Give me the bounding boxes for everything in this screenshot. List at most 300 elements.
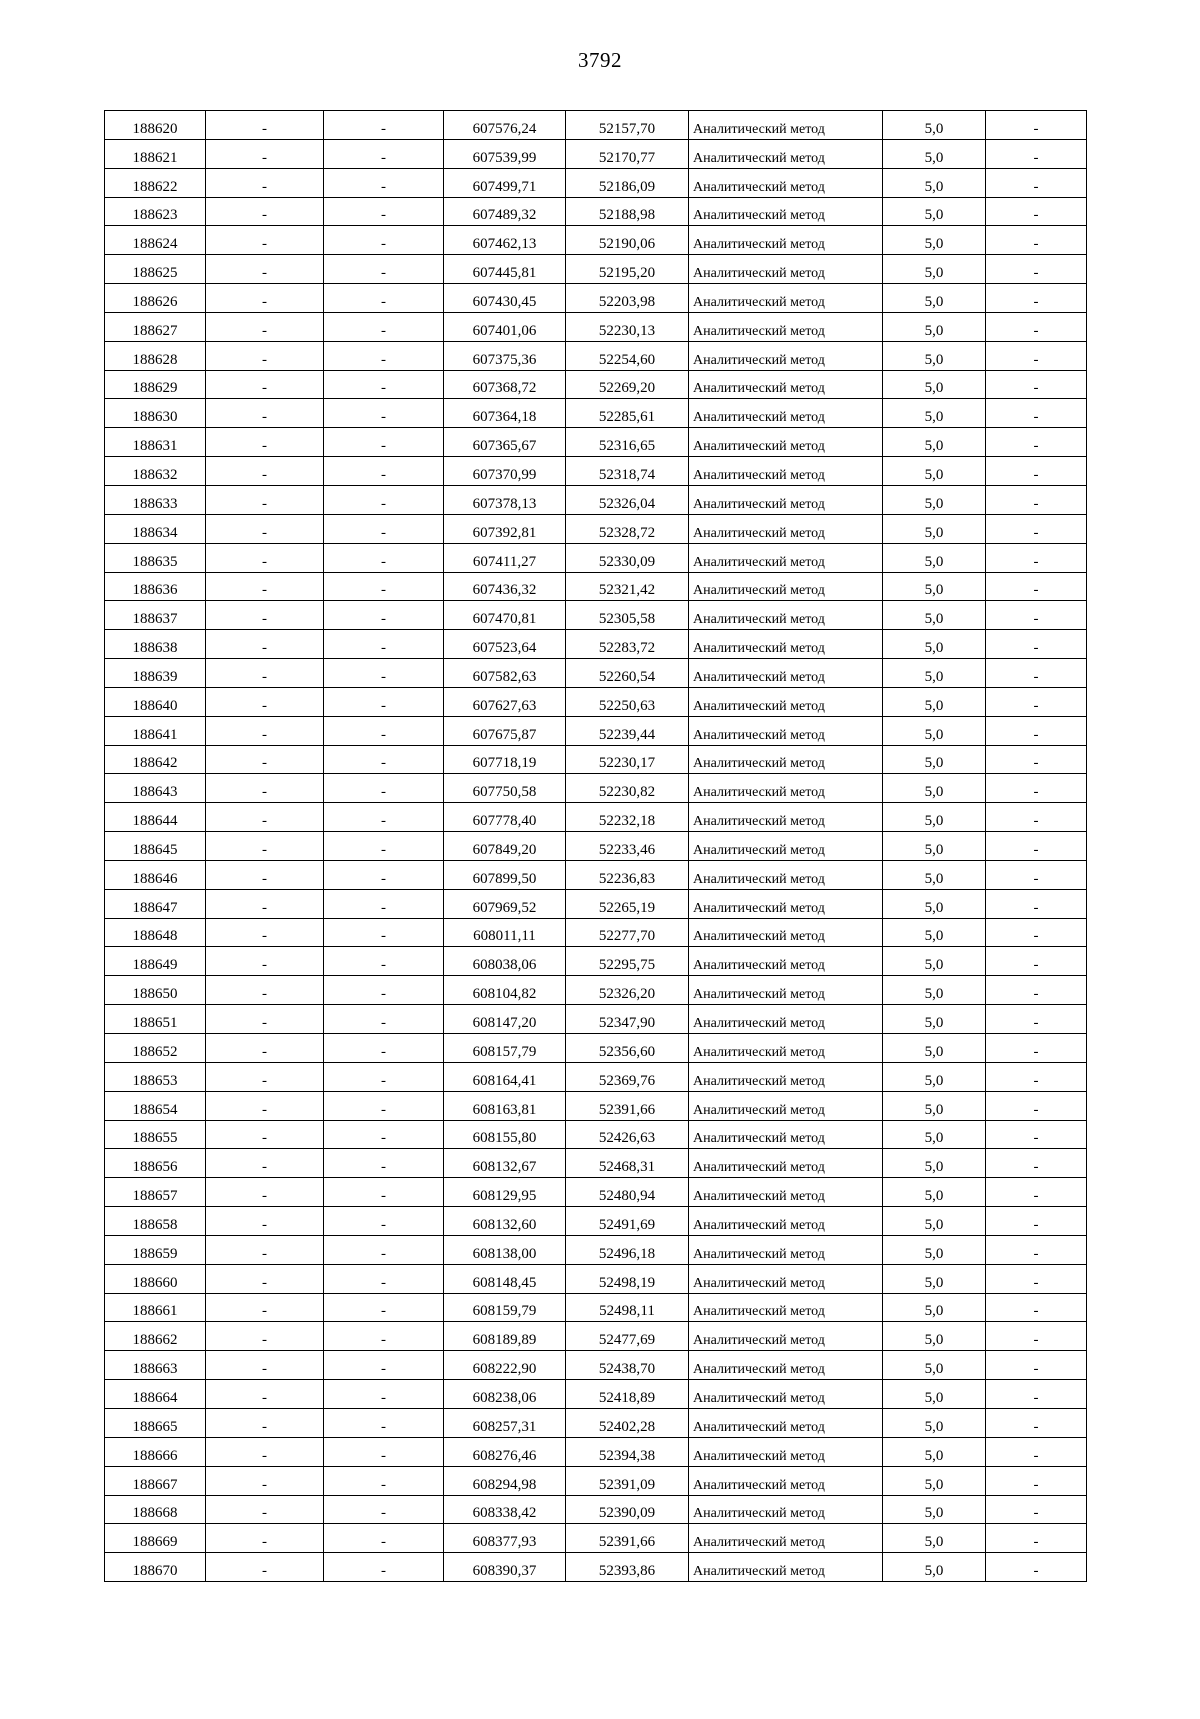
point-number-cell: 188649 <box>105 947 206 976</box>
empty-col-2-cell: - <box>206 745 324 774</box>
table-row <box>105 1408 1087 1437</box>
empty-col-2-cell: - <box>206 1062 324 1091</box>
accuracy-cell: 5,0 <box>883 514 986 543</box>
y-coordinate-cell: 52233,46 <box>566 832 689 861</box>
x-coordinate-cell: 608377,93 <box>444 1524 566 1553</box>
method-cell: Аналитический метод <box>689 687 883 716</box>
method-cell: Аналитический метод <box>689 832 883 861</box>
point-number-cell: 188652 <box>105 1034 206 1063</box>
table-row <box>105 745 1087 774</box>
table-row <box>105 1207 1087 1236</box>
accuracy-cell: 5,0 <box>883 976 986 1005</box>
empty-col-8-cell: - <box>986 976 1087 1005</box>
empty-col-3-cell: - <box>324 284 444 313</box>
empty-col-3-cell: - <box>324 312 444 341</box>
empty-col-8-cell: - <box>986 255 1087 284</box>
table-row <box>105 1293 1087 1322</box>
empty-col-2-cell: - <box>206 1524 324 1553</box>
table-row <box>105 197 1087 226</box>
accuracy-cell: 5,0 <box>883 485 986 514</box>
empty-col-8-cell: - <box>986 1264 1087 1293</box>
empty-col-8-cell: - <box>986 284 1087 313</box>
accuracy-cell: 5,0 <box>883 1524 986 1553</box>
empty-col-2-cell: - <box>206 168 324 197</box>
coordinates-table <box>104 110 1087 1582</box>
x-coordinate-cell: 607411,27 <box>444 543 566 572</box>
x-coordinate-cell: 607969,52 <box>444 889 566 918</box>
table-row <box>105 370 1087 399</box>
x-coordinate-cell: 607375,36 <box>444 341 566 370</box>
point-number-cell: 188647 <box>105 889 206 918</box>
table-row <box>105 1091 1087 1120</box>
table-row <box>105 485 1087 514</box>
empty-col-8-cell: - <box>986 428 1087 457</box>
x-coordinate-cell: 607576,24 <box>444 111 566 140</box>
empty-col-2-cell: - <box>206 1207 324 1236</box>
accuracy-cell: 5,0 <box>883 168 986 197</box>
x-coordinate-cell: 608189,89 <box>444 1322 566 1351</box>
y-coordinate-cell: 52391,09 <box>566 1466 689 1495</box>
table-body <box>105 111 1087 1582</box>
table-row <box>105 1005 1087 1034</box>
y-coordinate-cell: 52326,04 <box>566 485 689 514</box>
accuracy-cell: 5,0 <box>883 1062 986 1091</box>
empty-col-8-cell: - <box>986 1322 1087 1351</box>
empty-col-2-cell: - <box>206 341 324 370</box>
empty-col-3-cell: - <box>324 601 444 630</box>
method-cell: Аналитический метод <box>689 1553 883 1582</box>
table-row <box>105 1235 1087 1264</box>
accuracy-cell: 5,0 <box>883 630 986 659</box>
x-coordinate-cell: 607365,67 <box>444 428 566 457</box>
point-number-cell: 188662 <box>105 1322 206 1351</box>
x-coordinate-cell: 608147,20 <box>444 1005 566 1034</box>
method-cell: Аналитический метод <box>689 1034 883 1063</box>
empty-col-8-cell: - <box>986 1293 1087 1322</box>
method-cell: Аналитический метод <box>689 111 883 140</box>
method-cell: Аналитический метод <box>689 947 883 976</box>
empty-col-3-cell: - <box>324 976 444 1005</box>
table-row <box>105 457 1087 486</box>
method-cell: Аналитический метод <box>689 543 883 572</box>
method-cell: Аналитический метод <box>689 976 883 1005</box>
empty-col-3-cell: - <box>324 457 444 486</box>
method-cell: Аналитический метод <box>689 774 883 803</box>
empty-col-3-cell: - <box>324 832 444 861</box>
y-coordinate-cell: 52328,72 <box>566 514 689 543</box>
table-row <box>105 1034 1087 1063</box>
method-cell: Аналитический метод <box>689 659 883 688</box>
empty-col-2-cell: - <box>206 1293 324 1322</box>
empty-col-3-cell: - <box>324 399 444 428</box>
empty-col-3-cell: - <box>324 370 444 399</box>
point-number-cell: 188639 <box>105 659 206 688</box>
empty-col-3-cell: - <box>324 1235 444 1264</box>
empty-col-2-cell: - <box>206 572 324 601</box>
point-number-cell: 188628 <box>105 341 206 370</box>
table-row <box>105 1495 1087 1524</box>
table-row <box>105 255 1087 284</box>
empty-col-2-cell: - <box>206 976 324 1005</box>
point-number-cell: 188642 <box>105 745 206 774</box>
empty-col-3-cell: - <box>324 630 444 659</box>
empty-col-2-cell: - <box>206 197 324 226</box>
point-number-cell: 188656 <box>105 1149 206 1178</box>
x-coordinate-cell: 607470,81 <box>444 601 566 630</box>
empty-col-8-cell: - <box>986 1235 1087 1264</box>
accuracy-cell: 5,0 <box>883 1351 986 1380</box>
method-cell: Аналитический метод <box>689 1437 883 1466</box>
accuracy-cell: 5,0 <box>883 745 986 774</box>
point-number-cell: 188661 <box>105 1293 206 1322</box>
empty-col-2-cell: - <box>206 832 324 861</box>
accuracy-cell: 5,0 <box>883 1380 986 1409</box>
empty-col-8-cell: - <box>986 947 1087 976</box>
empty-col-2-cell: - <box>206 226 324 255</box>
accuracy-cell: 5,0 <box>883 1091 986 1120</box>
table-row <box>105 1524 1087 1553</box>
table-row <box>105 1466 1087 1495</box>
empty-col-3-cell: - <box>324 745 444 774</box>
table-row <box>105 399 1087 428</box>
empty-col-3-cell: - <box>324 1524 444 1553</box>
accuracy-cell: 5,0 <box>883 1408 986 1437</box>
accuracy-cell: 5,0 <box>883 716 986 745</box>
point-number-cell: 188663 <box>105 1351 206 1380</box>
method-cell: Аналитический метод <box>689 370 883 399</box>
empty-col-2-cell: - <box>206 457 324 486</box>
x-coordinate-cell: 607582,63 <box>444 659 566 688</box>
accuracy-cell: 5,0 <box>883 659 986 688</box>
accuracy-cell: 5,0 <box>883 860 986 889</box>
empty-col-2-cell: - <box>206 630 324 659</box>
empty-col-3-cell: - <box>324 1351 444 1380</box>
method-cell: Аналитический метод <box>689 284 883 313</box>
table-row <box>105 168 1087 197</box>
y-coordinate-cell: 52230,13 <box>566 312 689 341</box>
x-coordinate-cell: 607750,58 <box>444 774 566 803</box>
y-coordinate-cell: 52230,82 <box>566 774 689 803</box>
empty-col-2-cell: - <box>206 139 324 168</box>
y-coordinate-cell: 52391,66 <box>566 1524 689 1553</box>
x-coordinate-cell: 607778,40 <box>444 803 566 832</box>
point-number-cell: 188625 <box>105 255 206 284</box>
empty-col-3-cell: - <box>324 774 444 803</box>
empty-col-3-cell: - <box>324 341 444 370</box>
empty-col-2-cell: - <box>206 1351 324 1380</box>
accuracy-cell: 5,0 <box>883 1005 986 1034</box>
empty-col-2-cell: - <box>206 687 324 716</box>
x-coordinate-cell: 607899,50 <box>444 860 566 889</box>
empty-col-3-cell: - <box>324 1380 444 1409</box>
x-coordinate-cell: 608148,45 <box>444 1264 566 1293</box>
method-cell: Аналитический метод <box>689 745 883 774</box>
empty-col-2-cell: - <box>206 1322 324 1351</box>
empty-col-8-cell: - <box>986 197 1087 226</box>
empty-col-2-cell: - <box>206 1178 324 1207</box>
empty-col-3-cell: - <box>324 572 444 601</box>
y-coordinate-cell: 52232,18 <box>566 803 689 832</box>
x-coordinate-cell: 608138,00 <box>444 1235 566 1264</box>
table-row <box>105 1351 1087 1380</box>
point-number-cell: 188670 <box>105 1553 206 1582</box>
x-coordinate-cell: 607392,81 <box>444 514 566 543</box>
empty-col-3-cell: - <box>324 1034 444 1063</box>
point-number-cell: 188641 <box>105 716 206 745</box>
table-row <box>105 312 1087 341</box>
point-number-cell: 188629 <box>105 370 206 399</box>
y-coordinate-cell: 52195,20 <box>566 255 689 284</box>
empty-col-3-cell: - <box>324 1178 444 1207</box>
empty-col-3-cell: - <box>324 889 444 918</box>
empty-col-3-cell: - <box>324 1437 444 1466</box>
y-coordinate-cell: 52285,61 <box>566 399 689 428</box>
y-coordinate-cell: 52250,63 <box>566 687 689 716</box>
y-coordinate-cell: 52316,65 <box>566 428 689 457</box>
y-coordinate-cell: 52356,60 <box>566 1034 689 1063</box>
accuracy-cell: 5,0 <box>883 687 986 716</box>
accuracy-cell: 5,0 <box>883 1149 986 1178</box>
empty-col-8-cell: - <box>986 745 1087 774</box>
x-coordinate-cell: 607489,32 <box>444 197 566 226</box>
empty-col-8-cell: - <box>986 168 1087 197</box>
point-number-cell: 188635 <box>105 543 206 572</box>
method-cell: Аналитический метод <box>689 1178 883 1207</box>
accuracy-cell: 5,0 <box>883 832 986 861</box>
accuracy-cell: 5,0 <box>883 255 986 284</box>
method-cell: Аналитический метод <box>689 312 883 341</box>
empty-col-2-cell: - <box>206 1408 324 1437</box>
point-number-cell: 188653 <box>105 1062 206 1091</box>
method-cell: Аналитический метод <box>689 1120 883 1149</box>
method-cell: Аналитический метод <box>689 803 883 832</box>
empty-col-3-cell: - <box>324 1553 444 1582</box>
table-row <box>105 630 1087 659</box>
point-number-cell: 188666 <box>105 1437 206 1466</box>
empty-col-8-cell: - <box>986 1207 1087 1236</box>
x-coordinate-cell: 607675,87 <box>444 716 566 745</box>
x-coordinate-cell: 607368,72 <box>444 370 566 399</box>
empty-col-8-cell: - <box>986 1408 1087 1437</box>
accuracy-cell: 5,0 <box>883 111 986 140</box>
page-number: 3792 <box>578 48 622 72</box>
empty-col-2-cell: - <box>206 1495 324 1524</box>
empty-col-2-cell: - <box>206 111 324 140</box>
empty-col-3-cell: - <box>324 1091 444 1120</box>
empty-col-3-cell: - <box>324 1207 444 1236</box>
x-coordinate-cell: 608164,41 <box>444 1062 566 1091</box>
empty-col-8-cell: - <box>986 889 1087 918</box>
method-cell: Аналитический метод <box>689 1207 883 1236</box>
point-number-cell: 188667 <box>105 1466 206 1495</box>
point-number-cell: 188669 <box>105 1524 206 1553</box>
accuracy-cell: 5,0 <box>883 1178 986 1207</box>
empty-col-3-cell: - <box>324 1149 444 1178</box>
empty-col-3-cell: - <box>324 1120 444 1149</box>
y-coordinate-cell: 52260,54 <box>566 659 689 688</box>
empty-col-3-cell: - <box>324 543 444 572</box>
table-row <box>105 1062 1087 1091</box>
accuracy-cell: 5,0 <box>883 139 986 168</box>
x-coordinate-cell: 608222,90 <box>444 1351 566 1380</box>
method-cell: Аналитический метод <box>689 139 883 168</box>
empty-col-8-cell: - <box>986 370 1087 399</box>
empty-col-2-cell: - <box>206 803 324 832</box>
table-row <box>105 284 1087 313</box>
empty-col-3-cell: - <box>324 947 444 976</box>
y-coordinate-cell: 52498,19 <box>566 1264 689 1293</box>
table-row <box>105 1120 1087 1149</box>
y-coordinate-cell: 52326,20 <box>566 976 689 1005</box>
y-coordinate-cell: 52347,90 <box>566 1005 689 1034</box>
y-coordinate-cell: 52283,72 <box>566 630 689 659</box>
empty-col-2-cell: - <box>206 428 324 457</box>
accuracy-cell: 5,0 <box>883 197 986 226</box>
accuracy-cell: 5,0 <box>883 889 986 918</box>
empty-col-2-cell: - <box>206 1466 324 1495</box>
x-coordinate-cell: 608238,06 <box>444 1380 566 1409</box>
empty-col-8-cell: - <box>986 514 1087 543</box>
method-cell: Аналитический метод <box>689 572 883 601</box>
method-cell: Аналитический метод <box>689 1351 883 1380</box>
x-coordinate-cell: 607445,81 <box>444 255 566 284</box>
x-coordinate-cell: 608159,79 <box>444 1293 566 1322</box>
empty-col-8-cell: - <box>986 659 1087 688</box>
y-coordinate-cell: 52391,66 <box>566 1091 689 1120</box>
x-coordinate-cell: 607718,19 <box>444 745 566 774</box>
table-row <box>105 1380 1087 1409</box>
method-cell: Аналитический метод <box>689 1380 883 1409</box>
point-number-cell: 188632 <box>105 457 206 486</box>
x-coordinate-cell: 607364,18 <box>444 399 566 428</box>
empty-col-2-cell: - <box>206 1553 324 1582</box>
method-cell: Аналитический метод <box>689 485 883 514</box>
empty-col-2-cell: - <box>206 312 324 341</box>
empty-col-8-cell: - <box>986 312 1087 341</box>
x-coordinate-cell: 607430,45 <box>444 284 566 313</box>
x-coordinate-cell: 607539,99 <box>444 139 566 168</box>
table-row <box>105 111 1087 140</box>
y-coordinate-cell: 52230,17 <box>566 745 689 774</box>
table-row <box>105 226 1087 255</box>
x-coordinate-cell: 608038,06 <box>444 947 566 976</box>
point-number-cell: 188638 <box>105 630 206 659</box>
method-cell: Аналитический метод <box>689 1322 883 1351</box>
empty-col-8-cell: - <box>986 803 1087 832</box>
table-row <box>105 716 1087 745</box>
y-coordinate-cell: 52393,86 <box>566 1553 689 1582</box>
empty-col-8-cell: - <box>986 860 1087 889</box>
y-coordinate-cell: 52190,06 <box>566 226 689 255</box>
y-coordinate-cell: 52305,58 <box>566 601 689 630</box>
empty-col-3-cell: - <box>324 803 444 832</box>
x-coordinate-cell: 608294,98 <box>444 1466 566 1495</box>
empty-col-2-cell: - <box>206 284 324 313</box>
accuracy-cell: 5,0 <box>883 1034 986 1063</box>
empty-col-3-cell: - <box>324 168 444 197</box>
x-coordinate-cell: 608157,79 <box>444 1034 566 1063</box>
accuracy-cell: 5,0 <box>883 1293 986 1322</box>
method-cell: Аналитический метод <box>689 889 883 918</box>
empty-col-2-cell: - <box>206 601 324 630</box>
table-row <box>105 803 1087 832</box>
empty-col-8-cell: - <box>986 1005 1087 1034</box>
point-number-cell: 188640 <box>105 687 206 716</box>
y-coordinate-cell: 52188,98 <box>566 197 689 226</box>
accuracy-cell: 5,0 <box>883 399 986 428</box>
method-cell: Аналитический метод <box>689 226 883 255</box>
point-number-cell: 188630 <box>105 399 206 428</box>
point-number-cell: 188651 <box>105 1005 206 1034</box>
accuracy-cell: 5,0 <box>883 370 986 399</box>
y-coordinate-cell: 52157,70 <box>566 111 689 140</box>
y-coordinate-cell: 52390,09 <box>566 1495 689 1524</box>
empty-col-2-cell: - <box>206 1120 324 1149</box>
empty-col-3-cell: - <box>324 918 444 947</box>
accuracy-cell: 5,0 <box>883 1322 986 1351</box>
empty-col-8-cell: - <box>986 687 1087 716</box>
point-number-cell: 188644 <box>105 803 206 832</box>
accuracy-cell: 5,0 <box>883 947 986 976</box>
x-coordinate-cell: 607627,63 <box>444 687 566 716</box>
y-coordinate-cell: 52402,28 <box>566 1408 689 1437</box>
table-row <box>105 1437 1087 1466</box>
y-coordinate-cell: 52277,70 <box>566 918 689 947</box>
empty-col-2-cell: - <box>206 1005 324 1034</box>
empty-col-2-cell: - <box>206 370 324 399</box>
empty-col-2-cell: - <box>206 1149 324 1178</box>
y-coordinate-cell: 52254,60 <box>566 341 689 370</box>
empty-col-8-cell: - <box>986 572 1087 601</box>
accuracy-cell: 5,0 <box>883 1553 986 1582</box>
empty-col-8-cell: - <box>986 1091 1087 1120</box>
point-number-cell: 188626 <box>105 284 206 313</box>
empty-col-8-cell: - <box>986 226 1087 255</box>
empty-col-3-cell: - <box>324 1495 444 1524</box>
point-number-cell: 188633 <box>105 485 206 514</box>
empty-col-8-cell: - <box>986 1466 1087 1495</box>
empty-col-2-cell: - <box>206 659 324 688</box>
accuracy-cell: 5,0 <box>883 284 986 313</box>
empty-col-8-cell: - <box>986 1524 1087 1553</box>
point-number-cell: 188648 <box>105 918 206 947</box>
accuracy-cell: 5,0 <box>883 1120 986 1149</box>
method-cell: Аналитический метод <box>689 1293 883 1322</box>
point-number-cell: 188624 <box>105 226 206 255</box>
table-row <box>105 889 1087 918</box>
empty-col-8-cell: - <box>986 1034 1087 1063</box>
method-cell: Аналитический метод <box>689 1062 883 1091</box>
y-coordinate-cell: 52496,18 <box>566 1235 689 1264</box>
x-coordinate-cell: 608163,81 <box>444 1091 566 1120</box>
empty-col-3-cell: - <box>324 1293 444 1322</box>
empty-col-8-cell: - <box>986 774 1087 803</box>
empty-col-8-cell: - <box>986 1178 1087 1207</box>
empty-col-3-cell: - <box>324 1466 444 1495</box>
empty-col-8-cell: - <box>986 601 1087 630</box>
point-number-cell: 188631 <box>105 428 206 457</box>
empty-col-3-cell: - <box>324 1322 444 1351</box>
point-number-cell: 188655 <box>105 1120 206 1149</box>
empty-col-3-cell: - <box>324 226 444 255</box>
point-number-cell: 188668 <box>105 1495 206 1524</box>
method-cell: Аналитический метод <box>689 255 883 284</box>
y-coordinate-cell: 52491,69 <box>566 1207 689 1236</box>
x-coordinate-cell: 608104,82 <box>444 976 566 1005</box>
y-coordinate-cell: 52418,89 <box>566 1380 689 1409</box>
method-cell: Аналитический метод <box>689 601 883 630</box>
method-cell: Аналитический метод <box>689 514 883 543</box>
